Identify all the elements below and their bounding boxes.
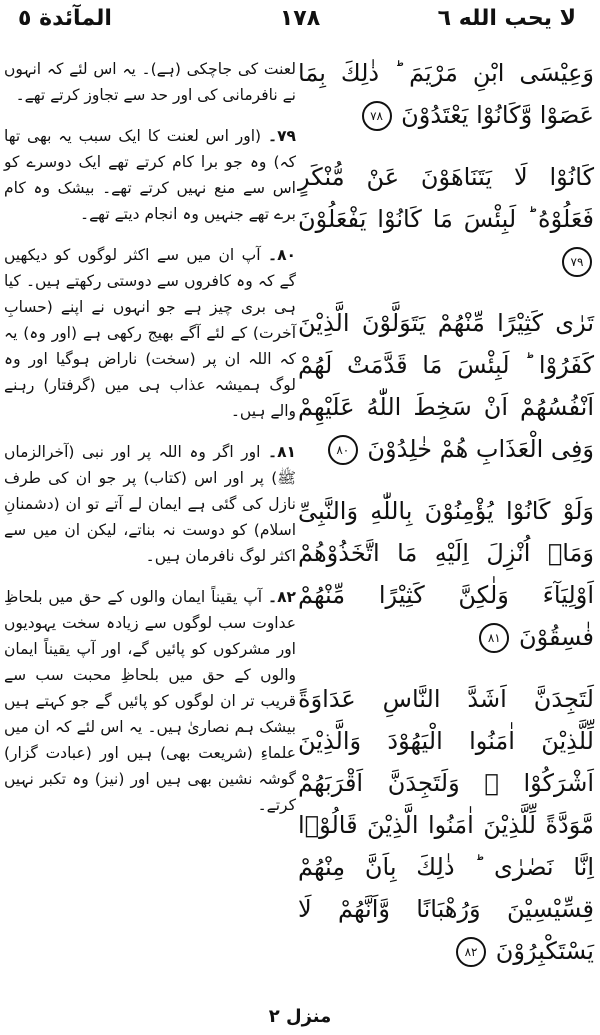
ayah-marker: ٧٨ (362, 101, 392, 131)
ayah-marker: ٧٩ (562, 247, 592, 277)
urdu-text: آپ یقیناً ایمان والوں کے حق میں بلحاظِ عداوت سب لوگوں سے زیادہ سخت یہودیوں اور مشرکوں کو پائیں گے، اور آپ یقیناً ایمان والوں کے حق میں بلحاظِ محبت سب سے قریب تر ان لوگوں کو پائیں گے جو کہتے ہیں بیشک ہم نصاریٰ ہیں۔ یہ اس لئے کہ ان میں علماءِ (شریعت بھی) ہیں اور (عبادت گزار) گوشہ نشین بھی ہیں اور (نیز) وہ تکبر نہیں کرتے۔ (4, 588, 296, 814)
arabic-text: وَعِيْسَى ابْنِ مَرْيَمَ ؕ ذٰلِكَ بِمَا عَصَوْا وَّكَانُوْا يَعْتَدُوْنَ (298, 59, 594, 129)
arabic-verse-81 (298, 490, 594, 658)
urdu-text: (اور اس لعنت کا ایک سبب یہ بھی تھا کہ) وہ جو برا کام کرتے تھے ایک دوسرے کو اس سے منع نہیں کرتے تھے۔ بیشک وہ کام برے تھے جنہیں وہ انجام دیتے تھے۔ (4, 127, 296, 223)
surah-name: المآئدة ٥ (18, 6, 112, 31)
arabic-verse-80 (298, 302, 594, 470)
urdu-text: اور اگر وہ اللہ پر اور نبی (آخرالزماں ﷺ) پر اور اس (کتاب) پر جو ان کی طرف نازل کی گئی ہے ایمان لے آتے تو ان (دشمنانِ اسلام) کو دوست نہ بناتے، لیکن ان میں سے اکثر لوگ نافرمان ہیں۔ (4, 443, 296, 565)
arabic-column (298, 52, 594, 992)
arabic-text: لَتَجِدَنَّ اَشَدَّ النَّاسِ عَدَاوَةً لِّلَّذِيْنَ اٰمَنُوا الْيَهُوْدَ وَالَّذِيْنَ اَشْرَكُوْا ۚ وَلَتَجِدَنَّ اَقْرَبَهُمْ مَّوَدَّةً لِّلَّذِيْنَ اٰمَنُوا الَّذِيْنَ قَالُوْۤا اِنَّا نَصٰرٰى ؕ ذٰلِكَ بِاَنَّ مِنْهُمْ قِسِّيْسِيْنَ وَرُهْبَانًا وَّاَنَّهُمْ لَا يَسْتَكْبِرُوْنَ (298, 685, 594, 965)
urdu-paragraph (4, 123, 296, 227)
arabic-verse-79 (298, 156, 594, 282)
arabic-verse-78 (298, 52, 594, 136)
ayah-marker: ٨٢ (456, 937, 486, 967)
para-name: لا يحب الله ٦ (437, 6, 576, 31)
arabic-text: وَلَوْ كَانُوْا يُؤْمِنُوْنَ بِاللّٰهِ وَالنَّبِىِّ وَمَاۤ اُنْزِلَ اِلَيْهِ مَا اتَّخَذُوْهُمْ اَوْلِيَآءَ وَلٰكِنَّ كَثِيْرًا مِّنْهُمْ فٰسِقُوْنَ (298, 497, 594, 651)
urdu-paragraph (4, 242, 296, 424)
urdu-paragraph (4, 439, 296, 569)
urdu-translation-column (4, 56, 296, 833)
arabic-text: كَانُوْا لَا يَتَنَاهَوْنَ عَنْ مُّنْكَرٍ فَعَلُوْهُ ؕ لَبِئْسَ مَا كَانُوْا يَفْعَلُوْنَ (298, 163, 594, 233)
urdu-paragraph (4, 584, 296, 818)
verse-number: ۸۰۔ (267, 246, 296, 264)
urdu-paragraph (4, 56, 296, 108)
page-header (0, 0, 600, 40)
ayah-marker: ٨٠ (328, 435, 358, 465)
arabic-verse-82 (298, 678, 594, 972)
page-number: ١٧٨ (279, 6, 321, 31)
verse-number: ۷۹۔ (268, 127, 297, 145)
verse-number: ۸۱۔ (267, 443, 296, 461)
ayah-marker: ٨١ (479, 623, 509, 653)
verse-number: ۸۲۔ (267, 588, 296, 606)
urdu-text: لعنت کی جاچکی (ہے)۔ یہ اس لئے کہ انہوں نے نافرمانی کی اور حد سے تجاوز کرتے تھے۔ (4, 60, 296, 104)
urdu-text: آپ ان میں سے اکثر لوگوں کو دیکھیں گے کہ وہ کافروں سے دوستی رکھتے ہیں۔ کیا ہی بری چیز ہے جو انہوں نے اپنے (حسابِ آخرت) کے لئے آگے بھیج رکھی ہے (اور وہ) یہ کہ اللہ ان پر (سخت) ناراض ہوگیا اور وہ لوگ ہمیشہ عذاب ہی میں (گرفتار) رہنے والے ہیں۔ (4, 246, 296, 420)
manzil-footer: منزل ٢ (268, 1006, 332, 1027)
arabic-text: تَرٰى كَثِيْرًا مِّنْهُمْ يَتَوَلَّوْنَ الَّذِيْنَ كَفَرُوْا ؕ لَبِئْسَ مَا قَدَّمَتْ لَهُمْ اَنْفُسُهُمْ اَنْ سَخِطَ اللّٰهُ عَلَيْهِمْ وَفِى الْعَذَابِ هُمْ خٰلِدُوْنَ (298, 309, 594, 463)
